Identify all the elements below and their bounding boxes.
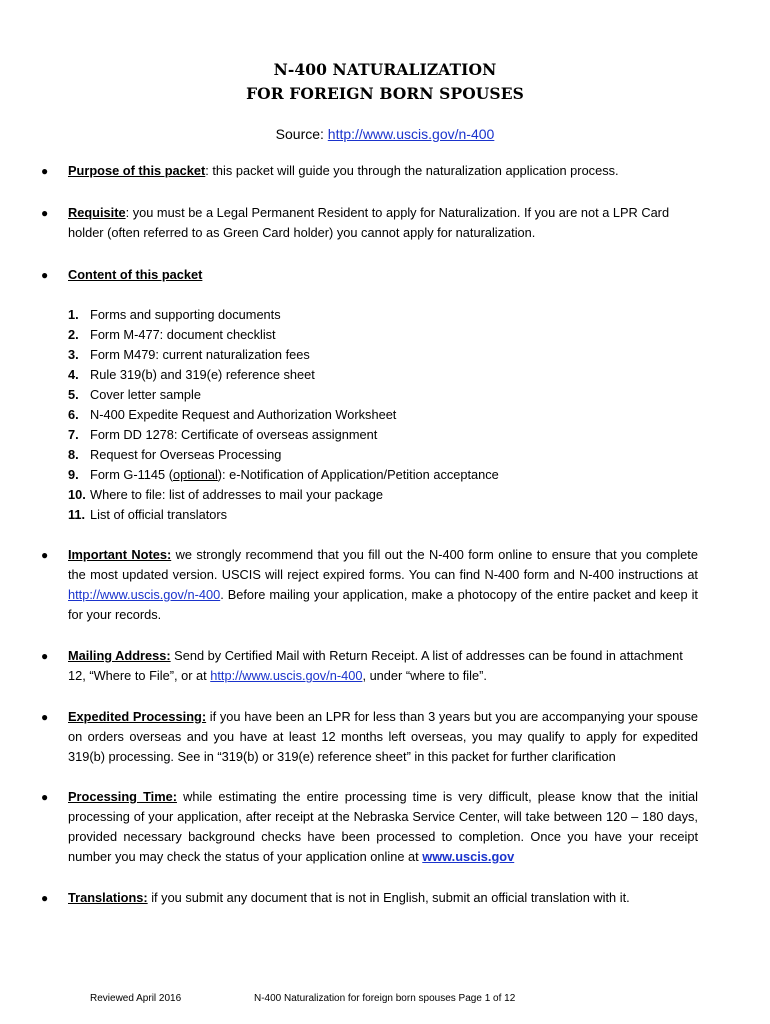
bullet-expedited-processing xyxy=(41,707,698,767)
list-number: 4. xyxy=(68,367,79,382)
list-item xyxy=(68,365,499,385)
list-number: 7. xyxy=(68,427,79,442)
bullet-translations xyxy=(41,888,698,908)
list-number: 5. xyxy=(68,387,79,402)
list-number: 3. xyxy=(68,347,79,362)
list-text: Request for Overseas Processing xyxy=(90,447,282,462)
list-text: Form M479: current naturalization fees xyxy=(90,347,310,362)
list-text: Rule 319(b) and 319(e) reference sheet xyxy=(90,367,315,382)
list-number: 2. xyxy=(68,327,79,342)
notes-text-end: . Before mailing your application, make a photocopy of the entire packet and keep it for your records. xyxy=(68,587,698,622)
list-item xyxy=(68,445,499,465)
requisite-heading: Requisite xyxy=(68,205,126,220)
bullet-content xyxy=(41,265,698,285)
requisite-text: : you must be a Legal Permanent Resident to apply for Naturalization. If you are not a LPR Card holder (often referred to as Green Card holder) you cannot apply for naturalization. xyxy=(68,205,670,240)
source-label: Source: xyxy=(275,126,328,142)
bullet-icon: ● xyxy=(41,649,49,663)
list-number: 11. xyxy=(68,507,86,522)
list-number: 8. xyxy=(68,447,79,462)
list-text-post: ): e-Notification of Application/Petition acceptance xyxy=(217,467,499,482)
processing-heading: Processing Time: xyxy=(68,789,177,804)
list-item xyxy=(68,345,499,365)
bullet-icon: ● xyxy=(41,164,49,178)
document-subtitle: FOR FOREIGN BORN SPOUSES xyxy=(246,84,524,103)
list-item xyxy=(68,325,499,345)
list-text: Where to file: list of addresses to mail your package xyxy=(90,487,384,502)
list-item xyxy=(68,485,499,505)
list-item xyxy=(68,385,499,405)
list-number: 10. xyxy=(68,487,86,502)
list-number: 9. xyxy=(68,467,79,482)
bullet-processing-time xyxy=(41,787,698,867)
processing-link[interactable]: www.uscis.gov xyxy=(422,849,515,864)
list-text: N-400 Expedite Request and Authorization Worksheet xyxy=(90,407,397,422)
mailing-link[interactable]: http://www.uscis.gov/n-400 xyxy=(210,668,363,683)
list-text-pre: Form G-1145 ( xyxy=(90,467,173,482)
mailing-heading: Mailing Address: xyxy=(68,648,171,663)
purpose-heading: Purpose of this packet xyxy=(68,163,206,178)
notes-text: we strongly recommend that you fill out the N-400 form online to ensure that you complete the most updated version. USCIS will reject expired forms. You can find N-400 form and N-400 instructions at xyxy=(68,547,698,582)
list-item xyxy=(68,405,499,425)
bullet-icon: ● xyxy=(41,710,49,724)
mailing-text: Send by Certified Mail with Return Receipt. A list of addresses can be found in attachment 12, “Where to File”, or at xyxy=(68,648,683,683)
source-line xyxy=(0,126,770,142)
list-text xyxy=(90,465,499,485)
list-text: Form DD 1278: Certificate of overseas assignment xyxy=(90,427,378,442)
list-number: 6. xyxy=(68,407,79,422)
bullet-icon: ● xyxy=(41,891,49,905)
expedited-heading: Expedited Processing: xyxy=(68,709,207,724)
list-text: List of official translators xyxy=(90,507,228,522)
list-item xyxy=(68,305,499,325)
processing-text: while estimating the entire processing time is very difficult, please know that the initial processing of your application, after receipt at the Nebraska Service Center, will take between 120 – 180 days, provided necessary background checks have been processed to completion. Once you have your receipt number you may check the status of your application online at xyxy=(68,789,698,864)
list-item xyxy=(68,425,499,445)
bullet-icon: ● xyxy=(41,790,49,804)
bullet-purpose xyxy=(41,161,698,181)
list-text: Cover letter sample xyxy=(90,387,201,402)
bullet-requisite xyxy=(41,203,698,243)
list-text-optional: optional xyxy=(172,467,218,482)
mailing-text-end: , under “where to file”. xyxy=(362,668,487,683)
expedited-text: if you have been an LPR for less than 3 years but you are accompanying your spouse on orders overseas and you have at least 12 months left overseas, you may qualify to apply for expedited 319(b) processing. See in “319(b) or 319(e) reference sheet” in this packet for further clarification xyxy=(68,709,698,764)
list-item xyxy=(68,505,499,525)
purpose-text: : this packet will guide you through the naturalization application process. xyxy=(205,163,619,178)
notes-link[interactable]: http://www.uscis.gov/n-400 xyxy=(68,587,221,602)
bullet-important-notes xyxy=(41,545,698,625)
list-item xyxy=(68,465,499,485)
list-text: Form M-477: document checklist xyxy=(90,327,276,342)
list-number: 1. xyxy=(68,307,79,322)
bullet-icon: ● xyxy=(41,268,49,282)
translations-heading: Translations: xyxy=(68,890,148,905)
bullet-mailing-address xyxy=(41,646,698,686)
notes-heading: Important Notes: xyxy=(68,547,172,562)
footer-page-info: N-400 Naturalization for foreign born spouses Page 1 of 12 xyxy=(254,993,516,1004)
source-link[interactable]: http://www.uscis.gov/n-400 xyxy=(327,126,495,142)
translations-text: if you submit any document that is not in English, submit an official translation with it. xyxy=(147,890,630,905)
document-title: N-400 NATURALIZATION xyxy=(273,60,497,79)
content-list xyxy=(68,305,499,525)
bullet-icon: ● xyxy=(41,548,49,562)
footer-reviewed: Reviewed April 2016 xyxy=(90,993,182,1004)
bullet-icon: ● xyxy=(41,206,49,220)
content-heading: Content of this packet xyxy=(68,267,203,282)
list-text: Forms and supporting documents xyxy=(90,307,281,322)
